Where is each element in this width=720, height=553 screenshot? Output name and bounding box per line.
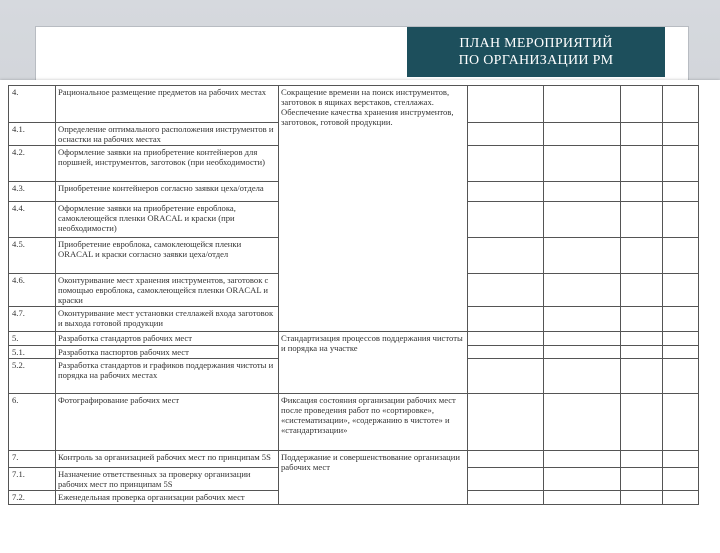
item-number: 5.1. <box>9 346 56 359</box>
slide-frame <box>35 26 689 86</box>
activity-cell: Оконтуривание мест установки стеллажей входа заготовок и выхода готовой продукции <box>56 307 279 332</box>
empty-cell <box>544 491 621 505</box>
empty-cell <box>544 123 621 146</box>
table-row <box>9 394 699 451</box>
activity-cell: Контроль за организацией рабочих мест по принципам 5S <box>56 451 279 468</box>
activity-cell: Оформление заявки на приобретение контейнеров для поршней, инструментов, заготовок (при необходимости) <box>56 146 279 182</box>
empty-cell <box>468 451 544 468</box>
empty-cell <box>621 146 663 182</box>
empty-cell <box>544 182 621 202</box>
result-cell: Поддержание и совершенствование организации рабочих мест <box>279 451 468 505</box>
activity-cell: Приобретение евроблока, самоклеющейся пленки ORACAL и краски согласно заявки цеха/отдел <box>56 238 279 274</box>
empty-cell <box>663 238 699 274</box>
item-number: 4.3. <box>9 182 56 202</box>
activity-cell: Оформление заявки на приобретение евроблока, самоклеющейся пленки ORACAL и краски (при необходимости) <box>56 202 279 238</box>
empty-cell <box>468 394 544 451</box>
empty-cell <box>468 491 544 505</box>
empty-cell <box>663 202 699 238</box>
result-cell: Сокращение времени на поиск инструментов, заготовок в ящиках верстаков, стеллажах. Обеспечение качества хранения инструментов, заготовок, готовой продукции. <box>279 86 468 332</box>
empty-cell <box>621 394 663 451</box>
empty-cell <box>468 86 544 123</box>
item-number: 4.2. <box>9 146 56 182</box>
empty-cell <box>468 202 544 238</box>
item-number: 7.2. <box>9 491 56 505</box>
item-number: 4.4. <box>9 202 56 238</box>
empty-cell <box>621 451 663 468</box>
empty-cell <box>663 182 699 202</box>
empty-cell <box>468 346 544 359</box>
item-number: 4.1. <box>9 123 56 146</box>
empty-cell <box>468 146 544 182</box>
title-line-1: ПЛАН МЕРОПРИЯТИЙ <box>459 36 613 51</box>
empty-cell <box>621 307 663 332</box>
activity-cell: Еженедельная проверка организации рабочих мест <box>56 491 279 505</box>
empty-cell <box>621 468 663 491</box>
result-cell: Стандартизация процессов поддержания чистоты и порядка на участке <box>279 332 468 394</box>
plan-table <box>8 85 699 505</box>
empty-cell <box>621 202 663 238</box>
empty-cell <box>544 238 621 274</box>
item-number: 7.1. <box>9 468 56 491</box>
activity-cell: Определение оптимального расположения инструментов и оснастки на рабочих местах <box>56 123 279 146</box>
empty-cell <box>663 359 699 394</box>
activity-cell: Разработка стандартов и графиков поддержания чистоты и порядка на рабочих местах <box>56 359 279 394</box>
empty-cell <box>663 86 699 123</box>
result-cell: Фиксация состояния организации рабочих мест после проведения работ по «сортировке», «систематизации», «содержанию в чистоте» и «стандартизации» <box>279 394 468 451</box>
empty-cell <box>663 274 699 307</box>
activity-cell: Оконтуривание мест хранения инструментов, заготовок с помощью евроблока, самоклеющейся пленки ORACAL и краски <box>56 274 279 307</box>
empty-cell <box>663 491 699 505</box>
slide-title <box>407 27 665 77</box>
empty-cell <box>544 451 621 468</box>
item-number: 4.6. <box>9 274 56 307</box>
empty-cell <box>544 359 621 394</box>
item-number: 4. <box>9 86 56 123</box>
empty-cell <box>663 146 699 182</box>
empty-cell <box>621 86 663 123</box>
activity-cell: Рациональное размещение предметов на рабочих местах <box>56 86 279 123</box>
item-number: 7. <box>9 451 56 468</box>
empty-cell <box>544 468 621 491</box>
empty-cell <box>468 307 544 332</box>
empty-cell <box>621 359 663 394</box>
empty-cell <box>663 332 699 346</box>
table-row <box>9 86 699 123</box>
empty-cell <box>663 468 699 491</box>
activity-cell: Назначение ответственных за проверку организации рабочих мест по принципам 5S <box>56 468 279 491</box>
empty-cell <box>544 86 621 123</box>
activity-cell: Фотографирование рабочих мест <box>56 394 279 451</box>
item-number: 6. <box>9 394 56 451</box>
empty-cell <box>621 491 663 505</box>
empty-cell <box>663 123 699 146</box>
item-number: 5. <box>9 332 56 346</box>
empty-cell <box>663 346 699 359</box>
empty-cell <box>468 468 544 491</box>
item-number: 5.2. <box>9 359 56 394</box>
empty-cell <box>468 238 544 274</box>
empty-cell <box>468 182 544 202</box>
empty-cell <box>468 359 544 394</box>
empty-cell <box>621 238 663 274</box>
activity-cell: Разработка стандартов рабочих мест <box>56 332 279 346</box>
empty-cell <box>621 182 663 202</box>
title-line-2: ПО ОРГАНИЗАЦИИ РМ <box>458 53 614 68</box>
empty-cell <box>468 274 544 307</box>
empty-cell <box>468 123 544 146</box>
empty-cell <box>544 332 621 346</box>
activity-cell: Разработка паспортов рабочих мест <box>56 346 279 359</box>
empty-cell <box>544 146 621 182</box>
table-row <box>9 451 699 468</box>
item-number: 4.5. <box>9 238 56 274</box>
item-number: 4.7. <box>9 307 56 332</box>
empty-cell <box>544 394 621 451</box>
empty-cell <box>663 307 699 332</box>
document-page <box>0 80 720 553</box>
empty-cell <box>663 394 699 451</box>
empty-cell <box>544 346 621 359</box>
activity-cell: Приобретение контейнеров согласно заявки цеха/отдела <box>56 182 279 202</box>
empty-cell <box>468 332 544 346</box>
empty-cell <box>663 451 699 468</box>
empty-cell <box>621 346 663 359</box>
empty-cell <box>544 274 621 307</box>
empty-cell <box>544 202 621 238</box>
empty-cell <box>544 307 621 332</box>
empty-cell <box>621 123 663 146</box>
plan-table-body <box>9 86 699 505</box>
table-row <box>9 332 699 346</box>
empty-cell <box>621 274 663 307</box>
empty-cell <box>621 332 663 346</box>
